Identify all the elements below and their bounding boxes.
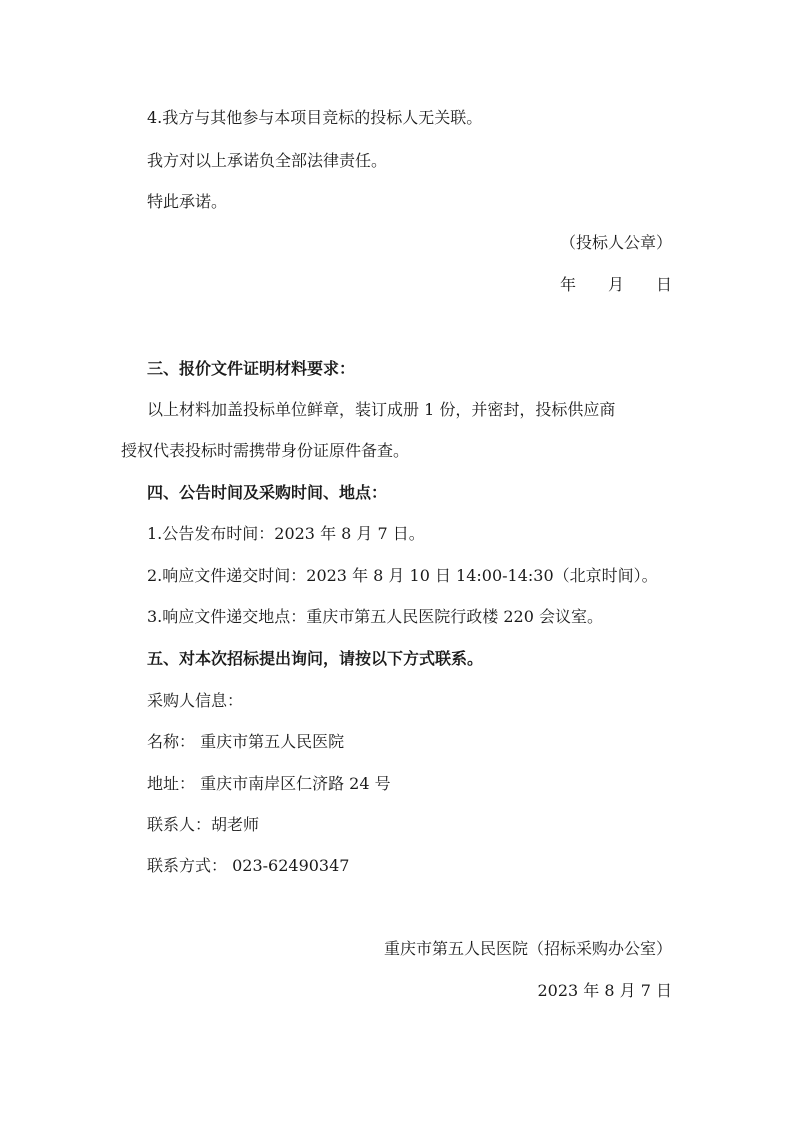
hereby-statement: 特此承诺。: [147, 192, 228, 211]
bidder-seal-label: （投标人公章）: [559, 233, 672, 252]
day-label: 日: [655, 275, 672, 294]
section-3-paragraph-line-2: 授权代表投标时需携带身份证原件备查。: [121, 441, 410, 460]
section-5-heading: 五、对本次招标提出询问，请按以下方式联系。: [147, 649, 484, 668]
commitment-item-4: 4.我方与其他参与本项目竞标的投标人无关联。: [147, 108, 483, 127]
blank-date-line: [560, 275, 672, 295]
liability-statement: 我方对以上承诺负全部法律责任。: [147, 151, 388, 170]
buyer-name: 名称： 重庆市第五人民医院: [147, 732, 345, 751]
month-label: 月: [607, 275, 624, 294]
section-3-heading: 三、报价文件证明材料要求：: [147, 359, 356, 378]
buyer-phone: 联系方式： 023-62490347: [147, 856, 350, 875]
submission-time: 2.响应文件递交时间：2023 年 8 月 10 日 14:00-14:30（北京时间）。: [147, 566, 658, 585]
submission-location: 3.响应文件递交地点：重庆市第五人民医院行政楼 220 会议室。: [147, 607, 603, 626]
buyer-contact-person: 联系人：胡老师: [147, 815, 260, 834]
year-label: 年: [559, 275, 576, 294]
signature-date: 2023 年 8 月 7 日: [537, 981, 672, 1000]
buyer-info-label: 采购人信息：: [147, 691, 244, 710]
buyer-address: 地址： 重庆市南岸区仁济路 24 号: [147, 774, 391, 793]
signature-organization: 重庆市第五人民医院（招标采购办公室）: [383, 939, 672, 958]
section-3-paragraph-line-1: 以上材料加盖投标单位鲜章，装订成册 1 份，并密封，投标供应商: [147, 400, 616, 419]
section-4-heading: 四、公告时间及采购时间、地点：: [147, 483, 388, 502]
announcement-time: 1.公告发布时间：2023 年 8 月 7 日。: [147, 524, 425, 543]
